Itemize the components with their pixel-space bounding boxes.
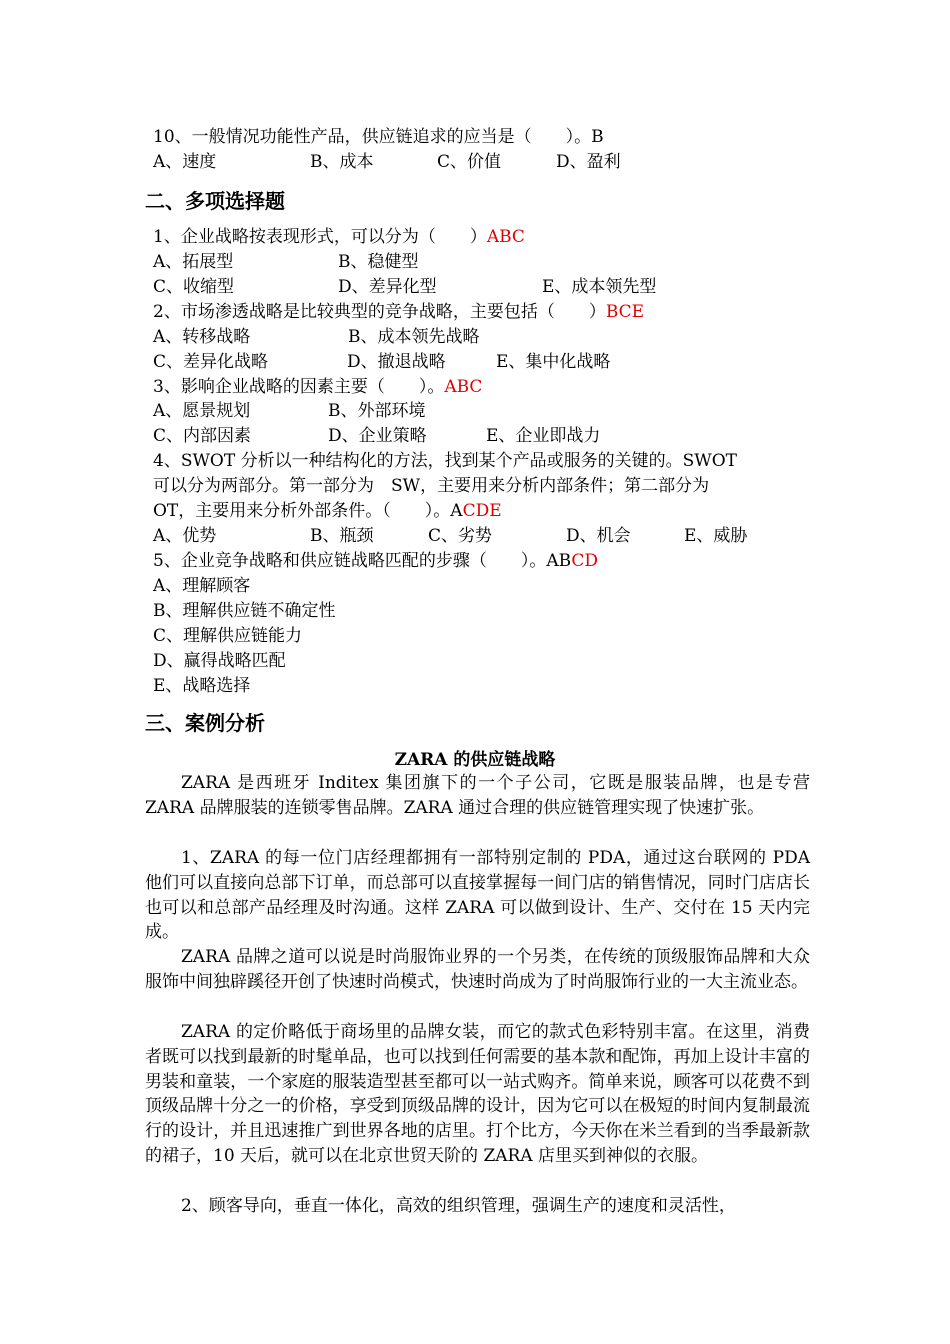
multi-q3-option-e: E、企业即战力 [486, 426, 601, 446]
multi-q4-line2: 可以分为两部分。第一部分为 SW，主要用来分析内部条件；第二部分为 [153, 476, 710, 496]
q10-stem: 10、一般情况功能性产品，供应链追求的应当是（ ）。B [153, 127, 604, 147]
case-paragraph-2: 1、ZARA 的每一位门店经理都拥有一部特别定制的 PDA，通过这台联网的 PDA 他们可以直接向总部下订单，而总部可以直接掌握每一间门店的销售情况，同时门店店长也可以和总部产品经理及时沟通。这样 ZARA 可以做到设计、生产、交付在 15 天内完成。 [145, 848, 810, 943]
multi-q4-option-b: B、瓶颈 [310, 526, 374, 546]
multi-q3-answer: ABC [444, 377, 483, 397]
case-paragraph-5: 2、顾客导向，垂直一体化，高效的组织管理，强调生产的速度和灵活性， [181, 1196, 736, 1216]
case-paragraph-1: ZARA 是西班牙 Inditex 集团旗下的一个子公司，它既是服装品牌，也是专营 ZARA 品牌服装的连锁零售品牌。ZARA 通过合理的供应链管理实现了快速扩张。 [145, 773, 810, 818]
q10-option-a: A、速度 [153, 152, 217, 172]
multi-q4-line1: 4、SWOT 分析以一种结构化的方法，找到某个产品或服务的关键的。SWOT [153, 451, 738, 471]
multi-q4-option-a: A、优势 [153, 526, 217, 546]
multi-q5-option-b: B、理解供应链不确定性 [153, 601, 336, 621]
multi-q3-option-b: B、外部环境 [328, 401, 426, 421]
multi-q2-stem: 2、市场渗透战略是比较典型的竞争战略，主要包括（ ）BCE [153, 302, 645, 322]
multi-q2-option-a: A、转移战略 [153, 327, 251, 347]
multi-q1-option-d: D、差异化型 [338, 277, 437, 297]
multi-q1-option-b: B、稳健型 [338, 252, 419, 272]
case-title: ZARA 的供应链战略 [394, 750, 556, 770]
case-paragraph-4: ZARA 的定价略低于商场里的品牌女装，而它的款式色彩特别丰富。在这里，消费者既可以找到最新的时髦单品，也可以找到任何需要的基本款和配饰，再加上设计丰富的男装和童装，一个家庭的服装造型甚至都可以一站式购齐。简单来说，顾客可以花费不到顶级品牌十分之一的价格，享受到顶级品牌的设计，因为它可以在极短的时间内复制最流行的设计，并且迅速推广到世界各地的店里。打个比方，今天你在米兰看到的当季最新款的裙子，10 天后，就可以在北京世贸天阶的 ZARA 店里买到神似的衣服。 [145, 1022, 810, 1166]
multi-q1-answer: ABC [486, 227, 525, 247]
multi-q4-line3: OT，主要用来分析外部条件。（ ）。ACDE [153, 501, 502, 521]
section2-heading: 二、多项选择题 [145, 189, 285, 213]
multi-q2-option-b: B、成本领先战略 [348, 327, 480, 347]
multi-q4-option-d: D、机会 [566, 526, 631, 546]
multi-q5-answer: CD [571, 551, 599, 571]
multi-q2-option-e: E、集中化战略 [496, 352, 611, 372]
multi-q5-option-a: A、理解顾客 [153, 576, 251, 596]
case-paragraph-3: ZARA 品牌之道可以说是时尚服饰业界的一个另类，在传统的顶级服饰品牌和大众服饰中间独辟蹊径开创了快速时尚模式，快速时尚成为了时尚服饰行业的一大主流业态。 [145, 947, 810, 992]
multi-q5-option-e: E、战略选择 [153, 676, 251, 696]
multi-q5-option-d: D、赢得战略匹配 [153, 651, 286, 671]
multi-q1-option-e: E、成本领先型 [542, 277, 657, 297]
multi-q4-option-c: C、劣势 [428, 526, 493, 546]
multi-q4-answer: CDE [462, 501, 502, 521]
multi-q3-option-d: D、企业策略 [328, 426, 427, 446]
multi-q2-option-d: D、撤退战略 [347, 352, 446, 372]
multi-q4-option-e: E、威胁 [684, 526, 748, 546]
q10-option-d: D、盈利 [556, 152, 621, 172]
multi-q1-option-c: C、收缩型 [153, 277, 235, 297]
multi-q3-option-c: C、内部因素 [153, 426, 252, 446]
multi-q3-stem: 3、影响企业战略的因素主要（ ）。ABC [153, 377, 483, 397]
multi-q1-stem: 1、企业战略按表现形式，可以分为（ ）ABC [153, 227, 525, 247]
multi-q3-option-a: A、愿景规划 [153, 401, 251, 421]
q10-option-b: B、成本 [310, 152, 374, 172]
q10-option-c: C、价值 [437, 152, 502, 172]
multi-q2-answer: BCE [605, 302, 645, 322]
multi-q5-stem: 5、企业竞争战略和供应链战略匹配的步骤（ ）。ABCD [153, 551, 599, 571]
section3-heading: 三、案例分析 [145, 711, 265, 735]
multi-q2-option-c: C、差异化战略 [153, 352, 269, 372]
multi-q5-option-c: C、理解供应链能力 [153, 626, 303, 646]
multi-q1-option-a: A、拓展型 [153, 252, 234, 272]
